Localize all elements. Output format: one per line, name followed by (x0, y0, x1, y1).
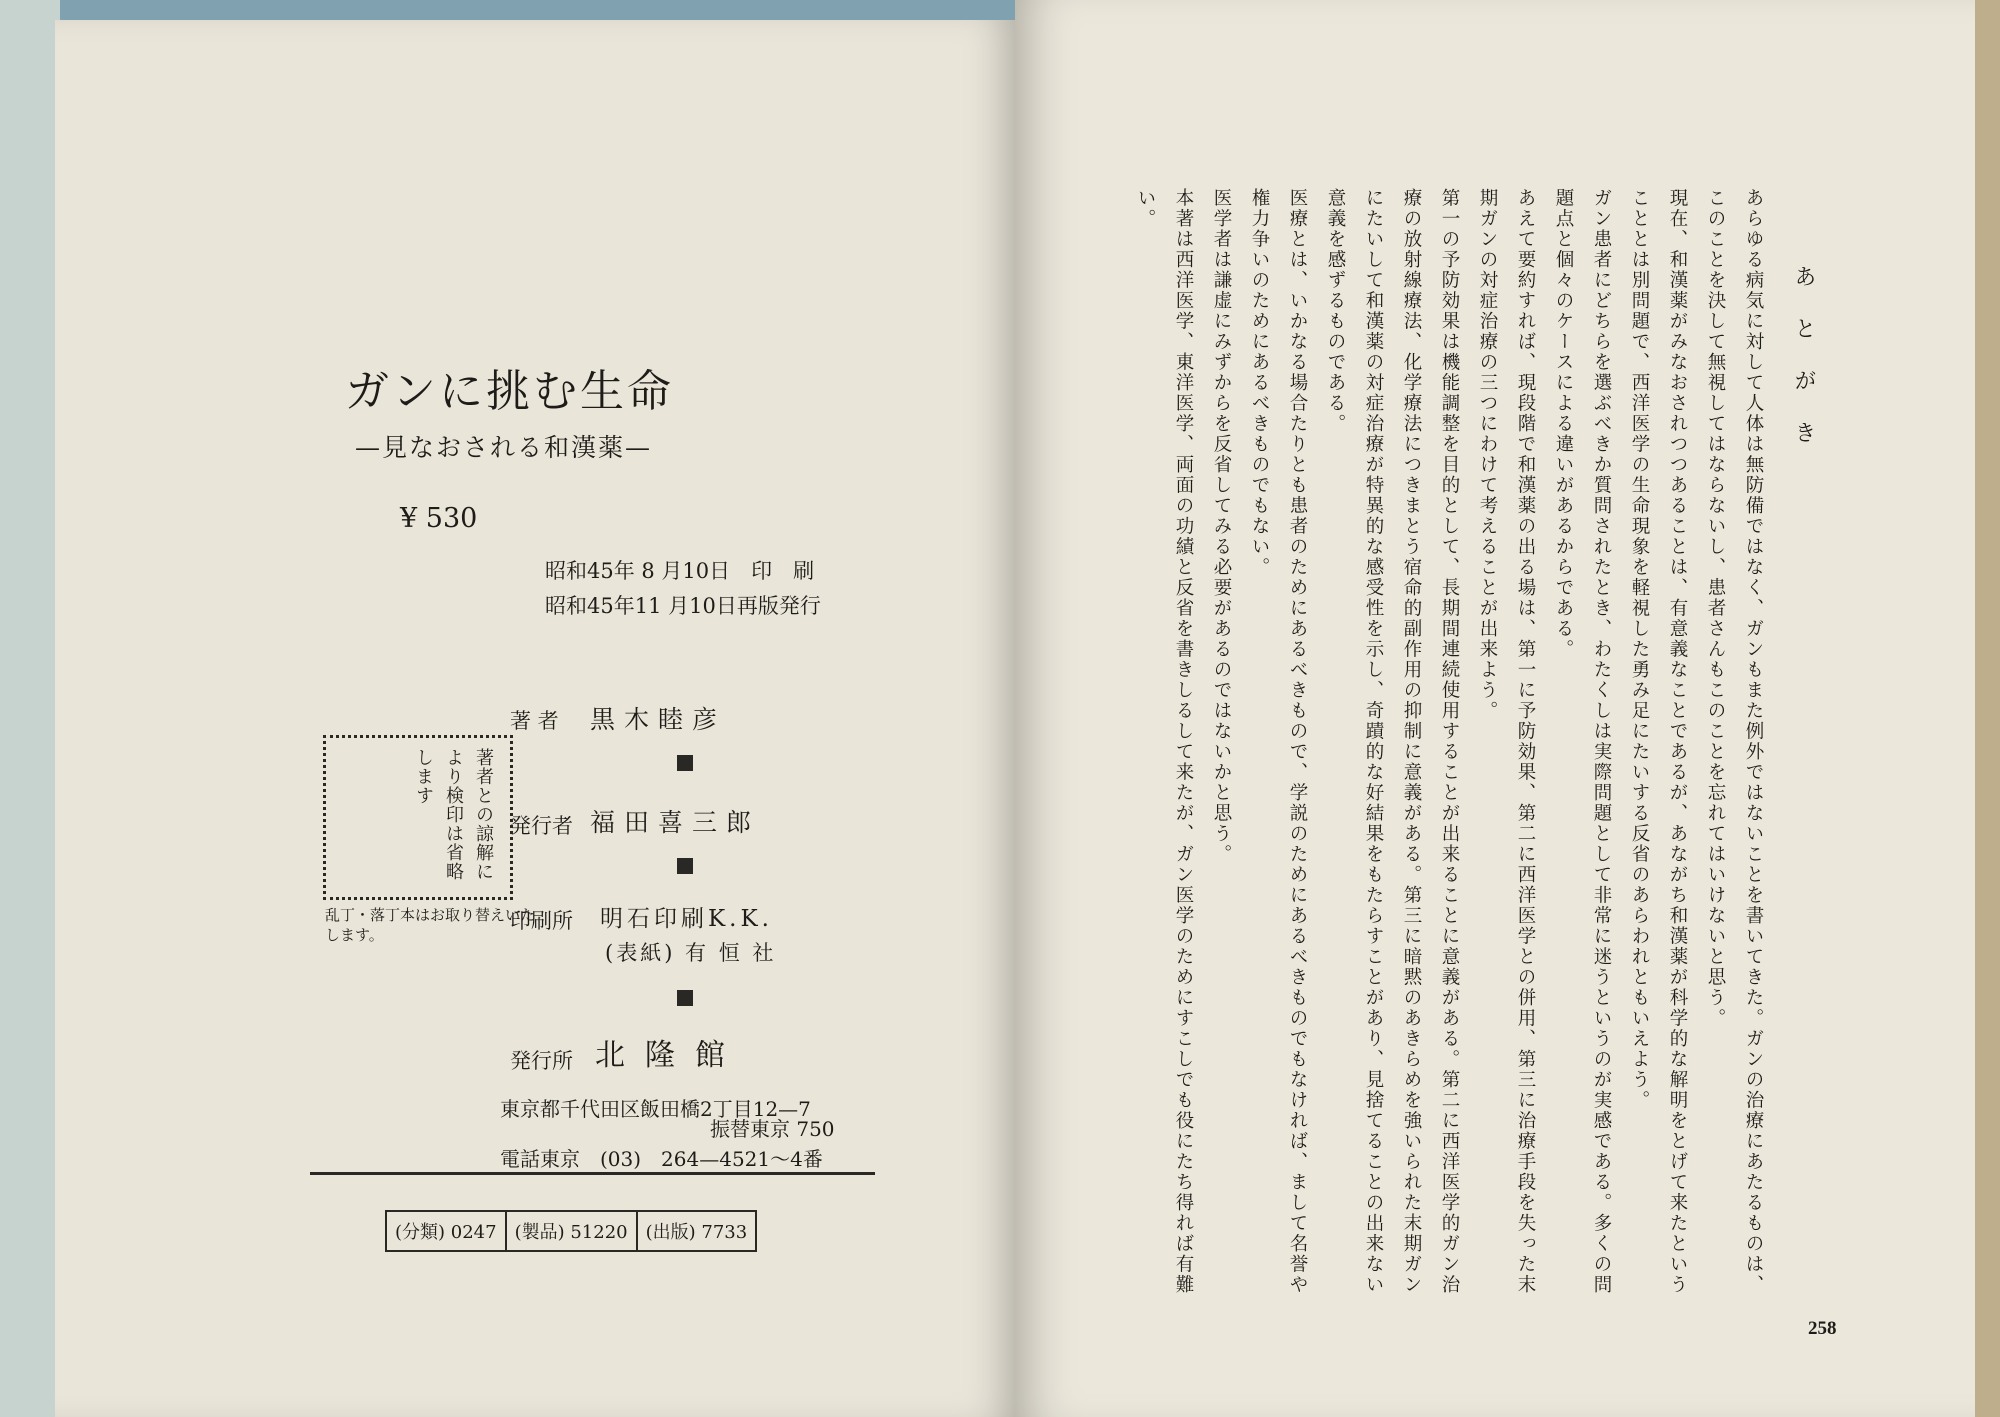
seal-omission-box (323, 735, 513, 900)
stamp-line: 著者との諒解に (473, 748, 494, 881)
stamp-line: します (413, 748, 434, 805)
book-subtitle: —見なおされる和漢薬— (355, 433, 653, 462)
product-code: (製品) 51220 (507, 1212, 638, 1250)
page-number: 258 (1808, 1318, 1837, 1339)
transfer-account: 振替東京 750 (710, 1117, 835, 1141)
author-name: 黒木睦彦 (590, 705, 727, 734)
colophon-rule (310, 1172, 875, 1175)
stamp-line: より検印は省略 (443, 748, 464, 881)
cover-printer: (表紙) 有 恒 社 (605, 941, 777, 965)
print-date: 昭和45年 8 月10日 印 刷 (545, 559, 815, 583)
address: 東京都千代田区飯田橋2丁目12—7 (500, 1097, 811, 1121)
author-label: 著 者 (510, 709, 559, 733)
price: ¥ 530 (400, 503, 478, 534)
classification-code: (分類) 0247 (387, 1212, 507, 1250)
publisher-name: 福田喜三郎 (590, 808, 761, 837)
classification-codes (385, 1210, 757, 1252)
divider-mark (677, 755, 693, 771)
divider-mark (677, 858, 693, 874)
afterword-paragraph: ガン患者にどちらを選ぶべきか質問されたとき、わたくしは実際問題として非常に迷うというのが実感である。多くの問題点と個々のケースによる違いがあるからである。 (1553, 188, 1612, 1295)
afterword-paragraph: 現在、和漢薬がみなおされつつあることは、有意義なことであるが、あながち和漢薬が科学的な解明をとげて来たということとは別問題で、西洋医学の生命現象を軽視した勇み足にたいする反省のあらわれともいえよう。 (1629, 188, 1688, 1295)
afterword-heading: あとがき (1791, 265, 1816, 473)
afterword-paragraph: 第一の予防効果は機能調整を目的として、長期間連続使用することが出来ることに意義がある。第二に西洋医学的ガン治療の放射線療法、化学療法につきまとう宿命的副作用の抑制に意義がある。第三に暗黙のあきらめを強いられた末期ガンにたいして和漢薬の対症治療が特異的な感受性を示し、奇蹟的な好結果をもたらすことがあり、見捨てることの出来ない意義を感ずるものである。 (1325, 188, 1460, 1295)
publisher-label: 発行者 (510, 814, 573, 838)
afterword-paragraph: あらゆる病気に対して人体は無防備ではなく、ガンもまた例外ではないことを書いてきた。ガンの治療にあたるものは、このことを決して無視してはならないし、患者さんもこのことを忘れてはいけないと思う。 (1705, 188, 1764, 1295)
afterword-paragraph: 医療とは、いかなる場合たりとも患者のためにあるべきもので、学説のためにあるべきものでもなければ、まして名誉や権力争いのためにあるべきものでもない。 (1249, 188, 1308, 1295)
book-right-edge (1975, 0, 2000, 1417)
phone-number: 電話東京 (03) 264—4521〜4番 (500, 1147, 823, 1171)
colophon-page (55, 20, 1015, 1417)
afterword-text (1122, 188, 1772, 1313)
book-title: ガンに挑む生命 (345, 366, 674, 417)
publisher-code: (出版) 7733 (645, 1222, 748, 1243)
printer-name: 明石印刷K.K. (600, 906, 773, 932)
book-cover-edge (0, 0, 60, 1417)
reprint-date: 昭和45年11 月10日再版発行 (545, 594, 821, 618)
divider-mark (677, 990, 693, 1006)
afterword-paragraph: 医学者は謙虚にみずからを反省してみる必要があるのではないかと思う。 (1211, 188, 1232, 865)
afterword-paragraph: あえて要約すれば、現段階で和漢薬の出る場は、第一に予防効果、第二に西洋医学との併用、第三に治療手段を失った末期ガンの対症治療の三つにわけて考えることが出来よう。 (1477, 188, 1536, 1295)
printer-label: 印刷所 (510, 909, 573, 933)
publishing-house-label: 発行所 (510, 1049, 573, 1073)
afterword-paragraph: 本著は西洋医学、東洋医学、両面の功績と反省を書きしるして来たが、ガン医学のためにすこしでも役にたち得れば有難い。 (1135, 188, 1194, 1295)
replacement-note: 乱丁・落丁本はお取り替えいたします。 (325, 906, 536, 944)
publishing-house: 北隆館 (595, 1038, 745, 1073)
